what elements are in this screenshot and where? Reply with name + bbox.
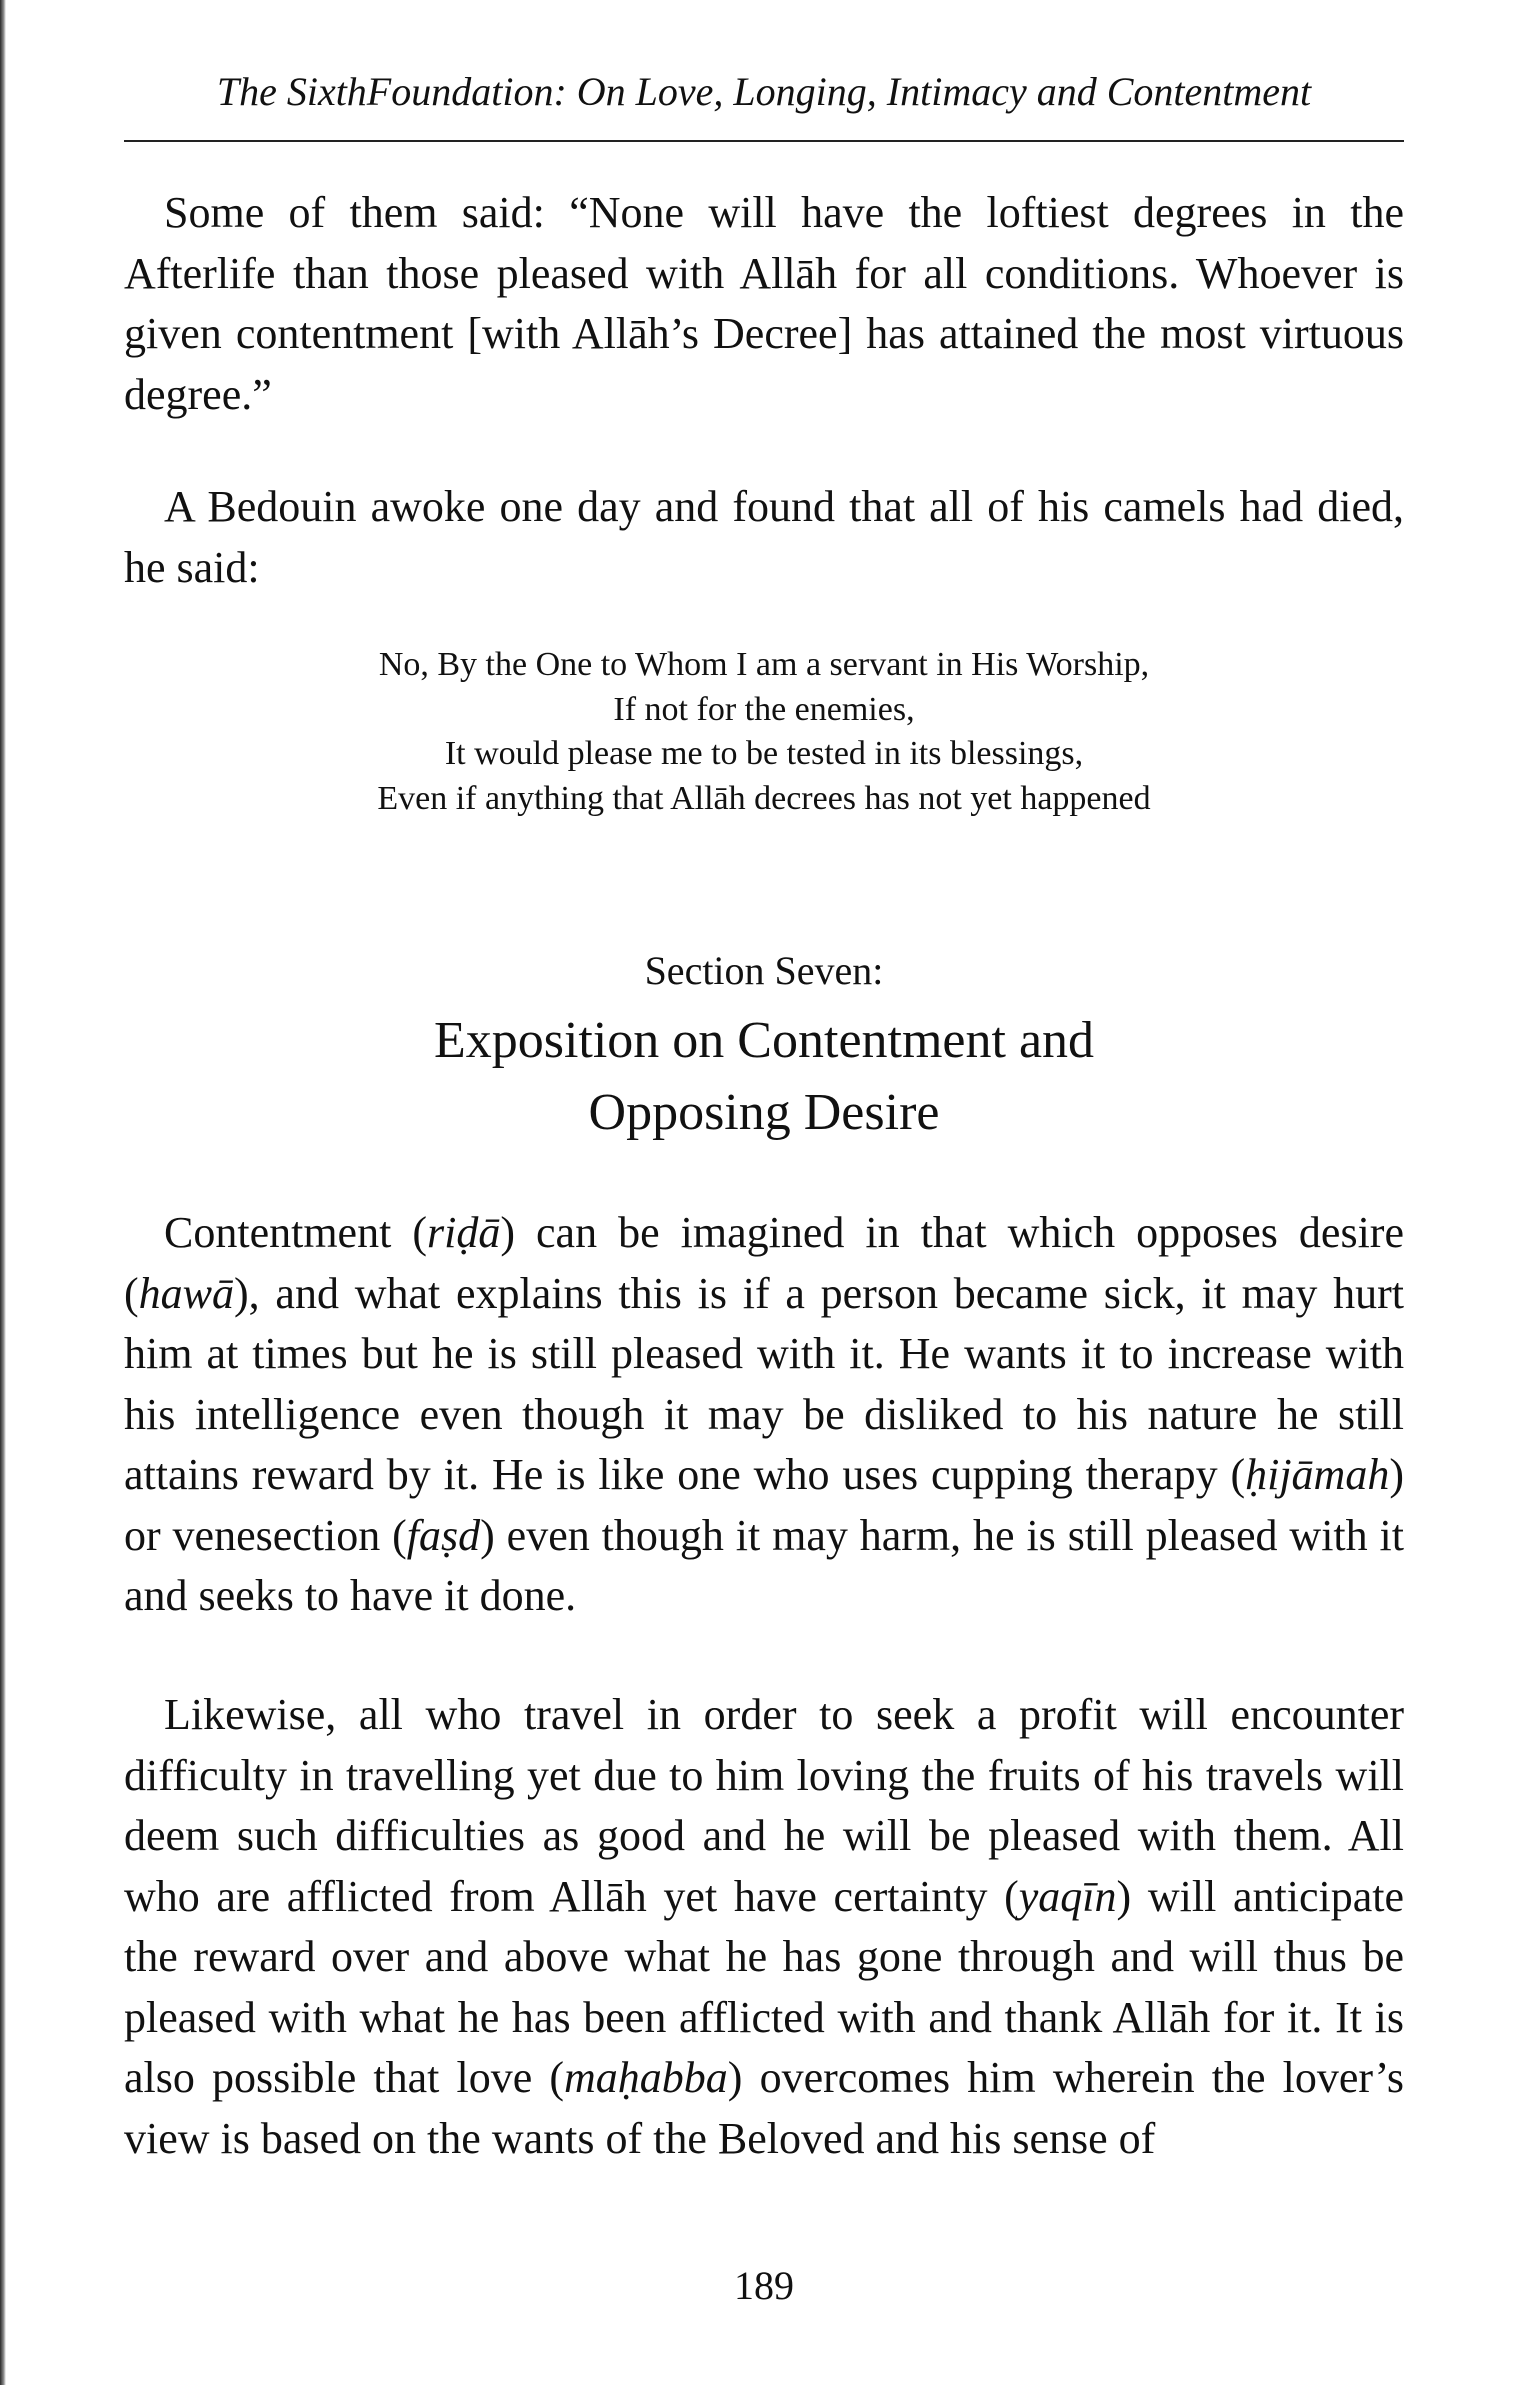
text-run: ), and what explains this is if a person became sick, it may hurt him at times but he is still pleased with it. He wants it to increase with his intelligence even though it may be disliked to his nature he still attains reward by it. He is like one who uses cupping therapy ( xyxy=(124,1268,1404,1499)
paragraph-likewise xyxy=(124,1685,1404,2169)
page-number: 189 xyxy=(734,2263,794,2308)
arabic-term: yaqīn xyxy=(1018,1871,1117,1921)
poem-line: If not for the enemies, xyxy=(613,690,915,728)
running-header: The SixthFoundation: On Love, Longing, Intimacy and Contentment xyxy=(216,69,1312,114)
text-run: ) or venesection ( xyxy=(124,1450,1404,1560)
text-run: ) can be imagined in that which opposes desire ( xyxy=(124,1208,1404,1318)
arabic-term: ḥijāmah xyxy=(1245,1450,1390,1499)
arabic-term: maḥabba xyxy=(564,2053,728,2102)
text-run: ) will anticipate the reward over and above what he has gone through and will thus be pleased with what he has been afflicted with and thank Allāh for it. It is also possible that love ( xyxy=(124,1871,1404,2102)
arabic-term: hawā xyxy=(138,1268,235,1318)
arabic-term: riḍā xyxy=(426,1208,501,1257)
section-title-line: Opposing Desire xyxy=(588,1084,940,1141)
paragraph-pleased-degrees xyxy=(124,183,1404,425)
section-title xyxy=(124,1005,1404,1149)
text-run: ) overcomes him wherein the lover’s view is based on the wants of the Beloved and his sense of xyxy=(124,2053,1404,2163)
text-run: Contentment ( xyxy=(164,1208,427,1257)
text-run: Likewise, all who travel in order to seek a profit will encounter difficulty in travelling yet due to him loving the fruits of his travels will deem such difficulties as good and he will be pleased with them. All who are afflicted from Allāh yet have certainty ( xyxy=(124,1690,1404,1921)
page-binding-edge xyxy=(0,0,6,2385)
paragraph-text: A Bedouin awoke one day and found that all of his camels had died, he said: xyxy=(124,482,1404,592)
header-rule xyxy=(124,140,1404,142)
paragraph-text: Some of them said: “None will have the loftiest degrees in the Afterlife than those pleased with Allāh for all conditions. Whoever is given contentment [with Allāh’s Decree] has attained the most virtuous degree.” xyxy=(124,188,1404,419)
text-run: ) even though it may harm, he is still pleased with it and seeks to have it done. xyxy=(124,1510,1404,1620)
poem-line: Even if anything that Allāh decrees has not yet happened xyxy=(377,779,1151,817)
poem-line: It would please me to be tested in its blessings, xyxy=(444,735,1084,772)
paragraph-contentment xyxy=(124,1203,1404,1627)
arabic-term: faṣd xyxy=(406,1510,481,1560)
section-title-line: Exposition on Contentment and xyxy=(433,1012,1095,1069)
book-page xyxy=(124,0,1404,2385)
poem-block xyxy=(124,643,1404,821)
paragraph-bedouin xyxy=(124,477,1404,598)
section-label: Section Seven: xyxy=(644,948,884,993)
poem-line: No, By the One to Whom I am a servant in His Worship, xyxy=(378,646,1150,683)
